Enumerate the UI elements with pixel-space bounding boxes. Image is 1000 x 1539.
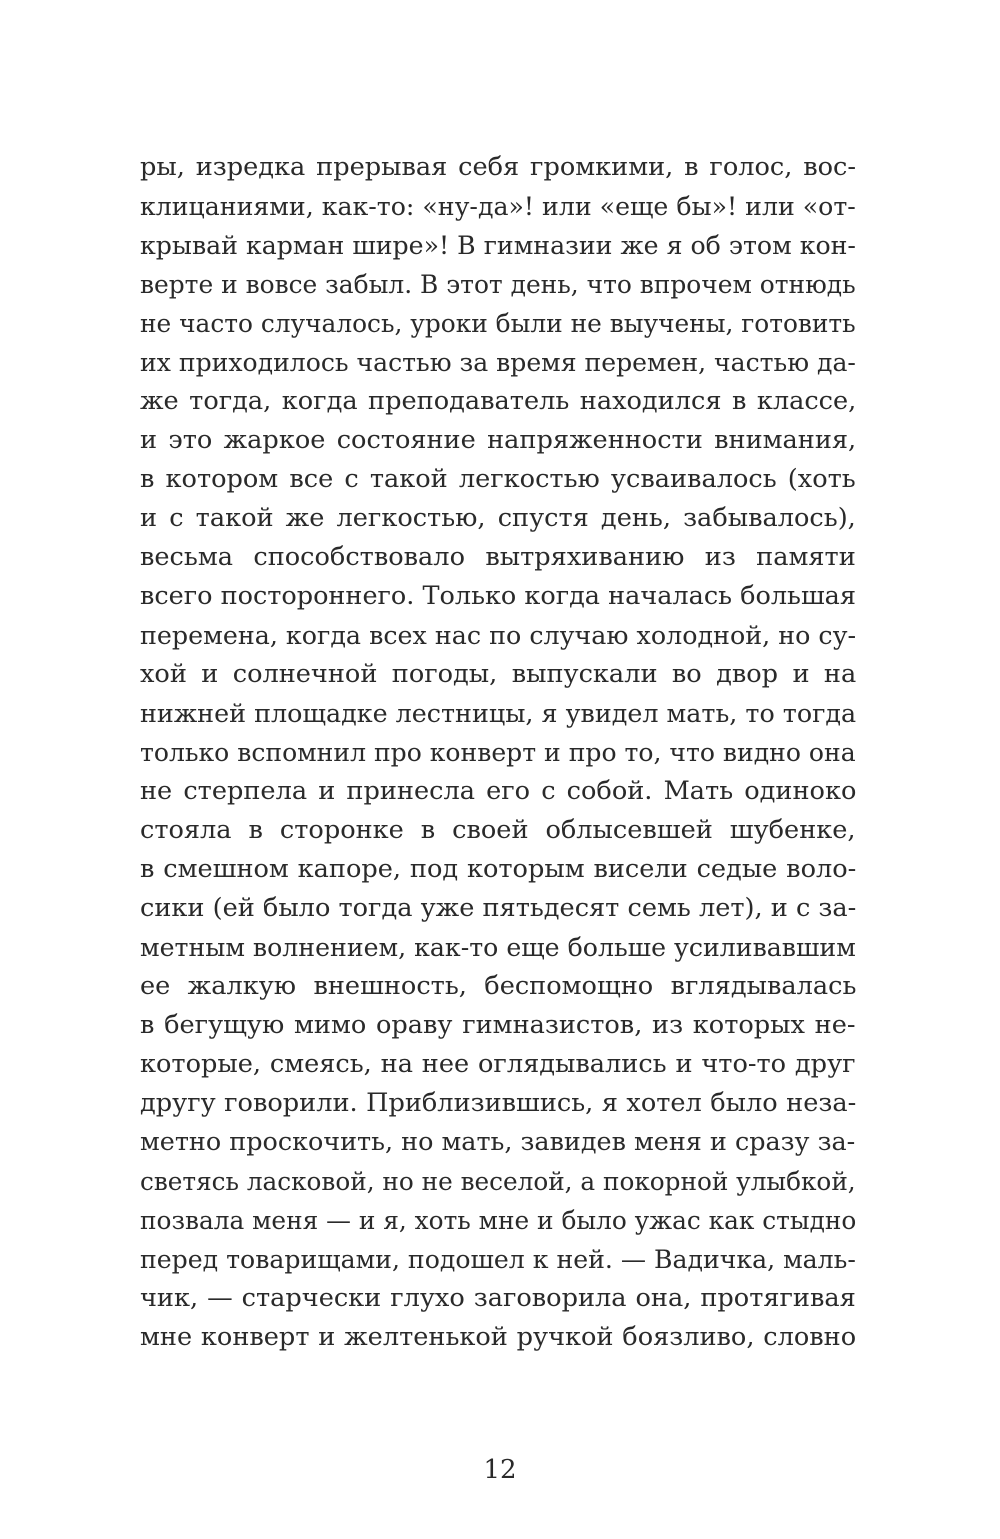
text-line: не часто случалось, уроки были не выучены, готовить	[140, 309, 856, 338]
page-number: 12	[483, 1455, 517, 1485]
text-line: хой и солнечной погоды, выпускали во двор и на	[140, 659, 857, 689]
text-line: стояла в сторонке в своей облысевшей шубенке,	[140, 815, 856, 845]
text-line: ры, изредка прерывая себя громкими, в голос, вос-	[140, 152, 857, 182]
text-line: весьма способствовало вытряхиванию из памяти	[140, 542, 856, 572]
text-line: не стерпела и принесла его с собой. Мать одиноко	[140, 776, 857, 806]
text-line: и это жаркое состояние напряженности внимания,	[140, 425, 857, 455]
text-line: всего постороннего. Только когда началась большая	[140, 581, 856, 611]
text-line: другу говорили. Приблизившись, я хотел было неза-	[140, 1088, 857, 1118]
text-line: и с такой же легкостью, спустя день, забывалось),	[140, 503, 856, 533]
text-line: их приходилось частью за время перемен, частью да-	[140, 348, 856, 377]
text-line: мне конверт и желтенькой ручкой боязливо, словно	[140, 1322, 857, 1352]
text-line: метно проскочить, но мать, завидев меня и сразу за-	[140, 1127, 856, 1157]
text-line: в котором все с такой легкостью усваивалось (хоть	[140, 464, 856, 494]
text-line: крывай карман шире»! В гимназии же я об этом кон-	[140, 231, 856, 260]
text-line: только вспомнил про конверт и про то, что видно она	[140, 738, 856, 767]
text-line: перемена, когда всех нас по случаю холодной, но су-	[140, 620, 857, 650]
text-line: в бегущую мимо ораву гимназистов, из которых не-	[140, 1010, 856, 1040]
text-line: клицаниями, как-то: «ну-да»! или «еще бы»! или «от-	[140, 192, 856, 221]
text-line: нижней площадке лестницы, я увидел мать, то тогда	[140, 698, 857, 728]
text-line: чик, — старчески глухо заговорила она, протягивая	[140, 1283, 856, 1313]
text-line: позвала меня — и я, хоть мне и было ужас как стыдно	[140, 1206, 857, 1235]
text-line: сики (ей было тогда уже пятьдесят семь лет), и с за-	[140, 893, 857, 923]
text-line: метным волнением, как-то еще больше усиливавшим	[140, 933, 856, 962]
text-line: же тогда, когда преподаватель находился в классе,	[140, 386, 857, 416]
body-text	[140, 148, 856, 1357]
text-line: которые, смеясь, на нее оглядывались и что-то друг	[140, 1049, 856, 1079]
text-line: в смешном капоре, под которым висели седые воло-	[140, 854, 857, 884]
text-line: ее жалкую внешность, беспомощно вглядывалась	[140, 971, 857, 1001]
text-line: перед товарищами, подошел к ней. — Вадичка, маль-	[140, 1245, 856, 1274]
text-line: светясь ласковой, но не веселой, а покорной улыбкой,	[140, 1167, 856, 1196]
text-line: верте и вовсе забыл. В этот день, что впрочем отнюдь	[140, 270, 856, 299]
